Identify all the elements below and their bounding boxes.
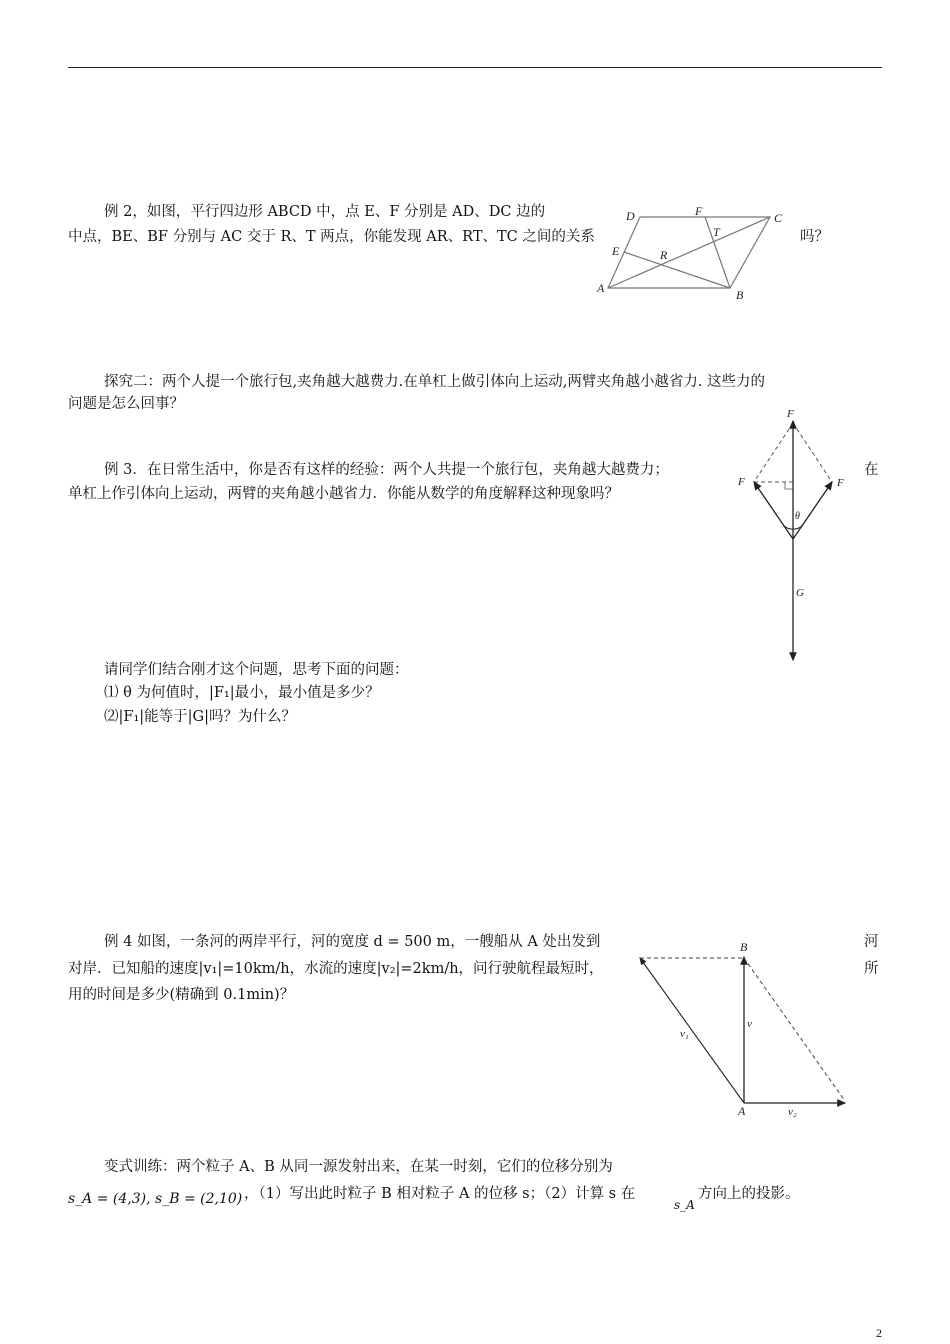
parallelogram-figure xyxy=(590,200,800,310)
label-e: E xyxy=(612,244,620,258)
explore2-line1: 探究二：两个人提一个旅行包,夹角越大越费力.在单杠上做引体向上运动,两臂夹角越小越省力. 这些力的 xyxy=(104,374,766,390)
label-a: A xyxy=(597,281,605,295)
label-f-left: F xyxy=(738,476,745,488)
right-angle-mark xyxy=(785,482,793,489)
ex4-line3: 用的时间是多少(精确到 0.1min)？ xyxy=(68,987,295,1003)
ex3-line2: 单杠上作引体向上运动，两臂的夹角越小越省力．你能从数学的角度解释这种现象吗？ xyxy=(68,486,619,502)
ex4-tail1: 河 xyxy=(864,934,879,950)
ex4-line2: 对岸．已知船的速度|v₁|=10km/h，水流的速度|v₂|=2km/h，问行驶航程最短时， xyxy=(68,961,604,977)
parallel-dashed-right xyxy=(793,423,832,482)
questions-intro: 请同学们结合刚才这个问题，思考下面的问题： xyxy=(104,662,409,678)
page-number: 2 xyxy=(876,1326,882,1340)
label-f-top: F xyxy=(787,408,794,420)
ex2-tail: 吗？ xyxy=(800,229,829,245)
variant-tail: 方向上的投影。 xyxy=(698,1186,800,1202)
label-v1: v₁ xyxy=(680,1028,689,1040)
ex4-line1: 例 4 如图，一条河的两岸平行，河的宽度 d = 500 m，一艘船从 A 处出发到 xyxy=(104,934,601,950)
variant-sa: s_A xyxy=(674,1198,695,1212)
label-r: R xyxy=(660,248,668,262)
explore2-line2: 问题是怎么回事？ xyxy=(68,396,184,412)
label-d: D xyxy=(626,209,635,223)
label-b: B xyxy=(740,940,748,954)
question-2: ⑵|F₁|能等于|G|吗？为什么？ xyxy=(104,709,296,725)
right-dashed xyxy=(744,958,845,1101)
header-rule xyxy=(68,67,882,68)
label-theta: θ xyxy=(795,511,800,522)
ex2-line2: 中点，BE、BF 分别与 AC 交于 R、T 两点，你能发现 AR、RT、TC 之间的关系 xyxy=(68,229,595,245)
label-b: B xyxy=(736,288,744,302)
label-a: A xyxy=(738,1104,746,1118)
parallel-dashed-left xyxy=(754,423,793,482)
variant-line2: ，（1）写出此时粒子 B 相对粒子 A 的位移 s；（2）计算 s 在 xyxy=(244,1186,636,1202)
force-left-arrow xyxy=(754,482,793,539)
ex4-tail2: 所 xyxy=(864,961,879,977)
question-1: ⑴ θ 为何值时，|F₁|最小，最小值是多少？ xyxy=(104,685,380,701)
boat-v1-arrow xyxy=(640,958,744,1103)
diagonal-ac xyxy=(608,217,770,288)
ex2-line1: 例 2，如图，平行四边形 ABCD 中，点 E、F 分别是 AD、DC 边的 xyxy=(104,204,546,220)
variant-formula: s_A = (4,3), s_B = (2,10) xyxy=(68,1191,243,1207)
label-f-right: F xyxy=(837,477,844,489)
ex3-tail: 在 xyxy=(864,462,879,478)
label-f: F xyxy=(695,204,703,218)
force-diagram xyxy=(730,405,860,670)
label-c: C xyxy=(774,211,783,225)
variant-line1: 变式训练：两个粒子 A、B 从同一源发射出来，在某一时刻，它们的位移分别为 xyxy=(104,1159,613,1175)
label-v2: v₂ xyxy=(788,1106,797,1118)
label-v: v xyxy=(747,1018,752,1030)
velocity-diagram xyxy=(630,935,860,1120)
label-t: T xyxy=(713,225,720,239)
ex3-line1: 例 3．在日常生活中，你是否有这样的经验：两个人共提一个旅行包，夹角越大越费力； xyxy=(104,462,669,478)
label-g: G xyxy=(796,587,804,599)
